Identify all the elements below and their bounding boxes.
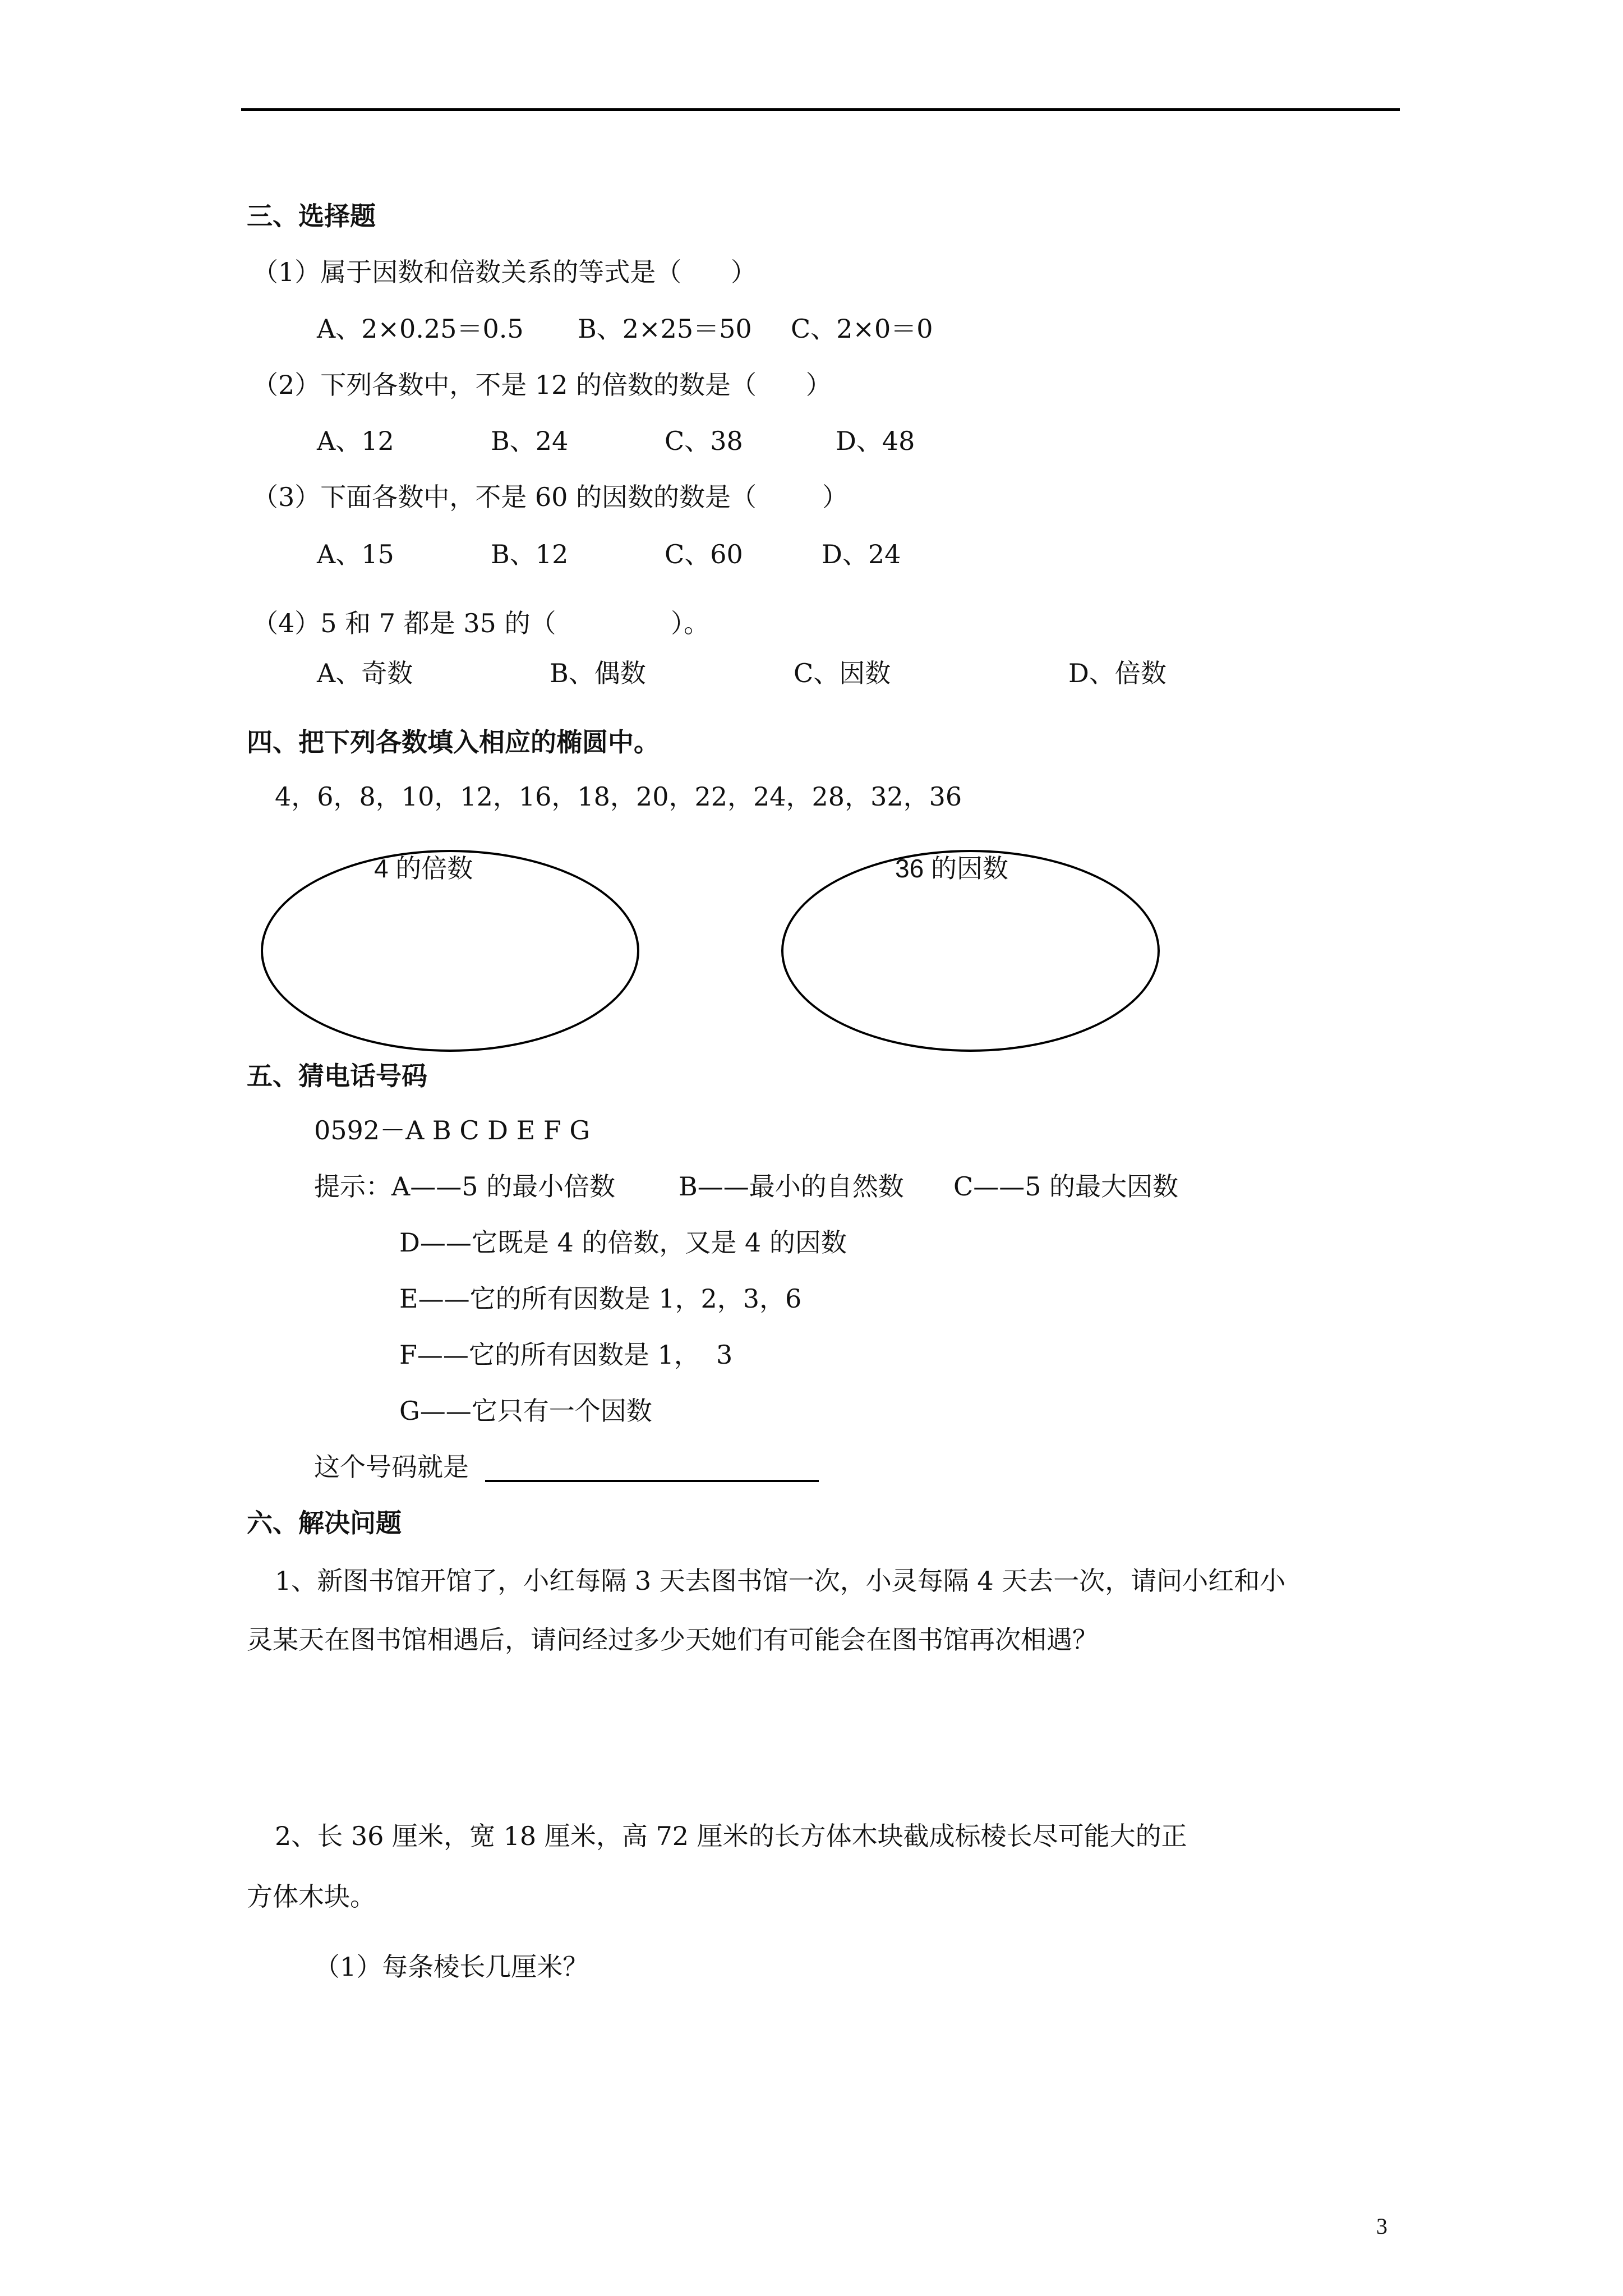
q1-stem: （1）属于因数和倍数关系的等式是（ ） (252, 257, 757, 287)
q4-option-a: A、奇数 (317, 658, 413, 688)
problem1-line2: 灵某天在图书馆相遇后，请问经过多少天她们有可能会在图书馆再次相遇？ (247, 1625, 1098, 1655)
answer-prompt: 这个号码就是 (314, 1452, 469, 1482)
answer-blank[interactable] (485, 1480, 819, 1482)
q2-option-a: A、12 (317, 426, 394, 456)
section6-heading: 六、解决问题 (247, 1508, 402, 1538)
numbers-list: 4，6，8，10，12，16，18，20，22，24，28，32，36 (275, 781, 962, 812)
q1-option-a: A、2×0.25＝0.5 (317, 314, 524, 344)
hint-a: 提示：A——5 的最小倍数 (314, 1171, 616, 1202)
q3-option-c: C、60 (665, 539, 743, 569)
q2-stem: （2）下列各数中，不是 12 的倍数的数是（ ） (252, 370, 832, 400)
section4-heading: 四、把下列各数填入相应的椭圆中。 (247, 727, 660, 757)
hint-f: F——它的所有因数是 1， 3 (399, 1340, 733, 1370)
multiples-of-4-label: 4 的倍数 (374, 854, 473, 883)
q3-stem: （3）下面各数中，不是 60 的因数的数是（ ） (252, 482, 849, 512)
q2-option-b: B、24 (491, 426, 569, 456)
hint-b: B——最小的自然数 (679, 1171, 904, 1202)
section5-heading: 五、猜电话号码 (247, 1061, 427, 1091)
problem2-line1: 2、长 36 厘米，宽 18 厘米，高 72 厘米的长方体木块截成标棱长尽可能大的正 (275, 1821, 1187, 1851)
problem2-line2: 方体木块。 (247, 1881, 376, 1912)
problem1-line1: 1、新图书馆开馆了，小红每隔 3 天去图书馆一次，小灵每隔 4 天去一次，请问小红和小 (275, 1566, 1286, 1596)
q1-option-b: B、2×25＝50 (578, 314, 752, 344)
q2-option-c: C、38 (665, 426, 743, 456)
q3-option-d: D、24 (822, 539, 901, 569)
q4-option-d: D、倍数 (1068, 658, 1166, 688)
section3-heading: 三、选择题 (247, 201, 376, 231)
hint-c: C——5 的最大因数 (953, 1171, 1179, 1202)
q1-option-c: C、2×0＝0 (791, 314, 933, 344)
factors-of-36-label: 36 的因数 (895, 854, 1008, 883)
hint-e: E——它的所有因数是 1，2，3，6 (399, 1283, 802, 1314)
problem2-subquestion1: （1）每条棱长几厘米？ (314, 1952, 589, 1982)
hint-g: G——它只有一个因数 (399, 1396, 652, 1426)
q3-option-b: B、12 (491, 539, 569, 569)
q2-option-d: D、48 (836, 426, 915, 456)
q3-option-a: A、15 (317, 539, 394, 569)
header-rule (241, 108, 1400, 111)
hint-d: D——它既是 4 的倍数，又是 4 的因数 (399, 1227, 847, 1258)
page-number: 3 (1376, 2214, 1387, 2239)
q4-stem: （4）5 和 7 都是 35 的（ ）。 (252, 608, 710, 638)
phone-number-pattern: 0592－A B C D E F G (314, 1115, 591, 1145)
q4-option-c: C、因数 (794, 658, 891, 688)
q4-option-b: B、偶数 (550, 658, 646, 688)
